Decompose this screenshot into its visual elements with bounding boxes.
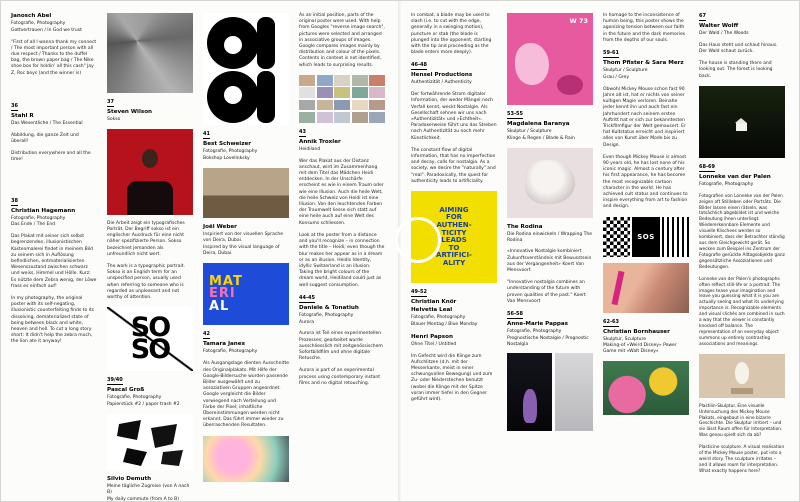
artist-name: Henri Papson: [411, 333, 453, 340]
google-thumb-photo: [352, 112, 368, 123]
description-en: In combat, a blade may be used to slash (i.e. to cut with the edge, generally in a swinging motion), puncture or stab (the blade is plunged into the opponent, starting with the tip and proceeding as the blade enters more deeply).: [411, 13, 492, 56]
entry-joel-weber: [203, 224, 289, 258]
quote-de: «Innovative Nostalgie kombiniert Zukunftsverständnis mit Bewusstsein aus der Vergangenheit» Koert Van Mensvoort: [507, 249, 592, 273]
description-de: Wer das Plakat aus der Distanz anschaut, wird im Zusammenhang mit dem Titel das Mädchen Heidi entdecken. In der Unschärfe erscheint es wie in einem Traum oder wie eine Illusion. Auch die heile Welt, die heile Schweiz von Heidi ist eine Illusion. Von den leuchtenden Farben der Traumwelt liesse sich statt auf eine heile auch auf eine Welt des Konsums schliessen.: [299, 158, 384, 226]
description-en: The house is standing there and looking out. The forest is looking back.: [699, 61, 773, 79]
work-title: Ohne Titel / Untitled: [411, 341, 457, 347]
work-title-en: My daily commute (from A to B): [107, 496, 179, 502]
artist-name: Anne-Marie Pappas: [507, 320, 569, 327]
entry-henri-papson: [411, 334, 497, 348]
entry-christian-hagemann: [11, 198, 97, 229]
column-6: [507, 13, 593, 497]
entry-steven-wilson: [107, 99, 193, 123]
crumpled-paper-photo: [107, 13, 193, 93]
column-5: [411, 13, 497, 497]
column-2: [107, 13, 193, 502]
artist-name: Annik Troxler: [299, 138, 341, 145]
work-title: Heidiland: [299, 146, 321, 152]
medium-label: Fotografie, Photography: [203, 349, 258, 355]
description-de: Im Gefecht wird die Klinge zum Aufschlitzen (d.h. mit der Messerkante, meist in einer schwungvollen Bewegung) und zum Zu- oder Niederstechen benutzt (wobei die Klinge mit der Spitze voran immer tiefer in den Gegner geführt wird).: [411, 353, 493, 402]
material-line: MAT: [209, 273, 243, 289]
description-de: Fotografien von Lonneke van der Palen zeigen oft Stillleben oder Porträts. Die Bilder lassen einen rätseln, was tatsächlich abgebildet ist und welche Bedeutung ihnen unterliegt. Wiedererkennbare Elemente und visuelle Klischees werden so kombiniert, dass der Betrachter ständig aus dem Gleichgewicht gerät. So wecken zum Beispiel ins Zentrum der Fotografie gerückte Alltagsobjekte ganz gegensätzliche Assoziationen und Bedeutungen.: [699, 193, 785, 270]
google-thumb-photo: [369, 100, 385, 111]
work-title: Sokso: [107, 116, 121, 122]
paper-scraps-photo: [107, 414, 193, 470]
artist-name: Helvetia Leal: [411, 307, 453, 314]
sos-thumb-photo: [632, 217, 659, 257]
google-thumb-photo: [299, 112, 315, 123]
medium-label: Fotografie, Photography: [11, 215, 66, 221]
entry-best-schweizer: [203, 131, 289, 162]
entry-number: 46-48: [411, 62, 427, 69]
material-line: AL: [209, 298, 230, 314]
spacer: [11, 170, 97, 192]
column-4: [299, 13, 385, 497]
pappas-photo-pair: [507, 353, 593, 431]
google-thumb-photo: [299, 100, 315, 111]
work-title: Das Ende / The End: [11, 222, 56, 228]
description-en: In my photography, the original poster with its self-negating, illusionistic counterfeiting finds to its dissolving, dematerialized state of being between black and white, heaven and hell. To cut a long story short: It didn't help the zebra much, the lion ate it anyway!: [11, 296, 95, 345]
quote-en: "Innovative nostalgia combines an understanding of the future with proven qualities of the past." Koert Van Mensvoort: [507, 280, 586, 304]
material-poster-thumbnail: [203, 263, 289, 325]
work-title: Das Wesentliche / The Essential: [11, 120, 83, 126]
pink-collage-poster: [507, 13, 593, 105]
artist-name: Tamara Janes: [203, 341, 245, 348]
artist-name: Silvio Demuth: [107, 475, 152, 482]
artist-name: Steven Wilson: [107, 109, 153, 115]
medium-label: Fotografie, Photography: [107, 395, 162, 401]
work-title: Aurora: [299, 319, 315, 325]
aiming-line: TO: [448, 243, 460, 252]
aiming-line: ALITY: [442, 258, 466, 267]
red-portrait-photo: [107, 129, 193, 215]
artist-name: Stahl R: [11, 112, 34, 119]
medium-label: Fotografie, Photography: [11, 20, 66, 26]
entry-tamara-janes: [203, 331, 289, 355]
aurora-gradient-photo: [203, 436, 289, 482]
face-collage-photo: [603, 263, 689, 313]
paper-scraps-shapes: [107, 414, 193, 470]
google-thumb-photo: [334, 100, 350, 111]
spacer: [11, 83, 97, 97]
description-en: The constant flow of digital information, that has no imperfection and decay, calls for nostalgia. As a society, we desire the "naturally" and "real". Paradoxically, the quest for authenticity leads to artificiality.: [411, 147, 496, 184]
work-title: Bokshop Lovelinksky: [203, 155, 250, 161]
light-object-photo: [555, 353, 593, 431]
artist-name: Magdalena Baranya: [507, 121, 570, 127]
medium-label: Fotografie, Photography: [699, 181, 754, 187]
column-1: [11, 13, 97, 497]
artist-name: Daniele & Tonatiuh: [299, 304, 359, 311]
entry-daniele-tonatiuh: [299, 295, 385, 326]
google-thumb-photo: [299, 75, 315, 86]
work-title: Prognostische Nostalgie / Prognostic Nostalgia: [507, 335, 589, 347]
entry-number: 41: [203, 131, 210, 137]
soso-line: SO: [130, 312, 170, 344]
google-thumb-photo: [334, 87, 350, 98]
description-de: Als Ausgangslage dienten Ausschnitte des Originalplakats. Mit Hilfe der Google-Bildersuche wurden passende Bilder ausgewählt und zu assoziativen Gruppen angeordnet. Google vergleicht die Bilder vorwiegend nach Verteilung und Farbe der Pixel; inhaltliche Übereinstimmungen werden nicht erkannt. Das führt immer wieder zu überraschenden Resultaten.: [203, 361, 289, 429]
soso-line: SO: [130, 334, 170, 366]
entry-the-rodina: [507, 224, 593, 244]
google-thumb-photo: [352, 87, 368, 98]
w73-label: W 73: [569, 17, 588, 25]
entry-number: 43: [299, 128, 306, 135]
google-thumb-photo: [369, 112, 385, 123]
entry-christian-bornhauser: [603, 319, 689, 356]
entry-thom-pfister-sara-merz: [603, 50, 689, 81]
description-de: Plastilin-Skulptur. Eine visuelle Untersuchung des Mickey Mouse Plakats, eingebaut in eine bizarre Geschichte. Die Skulptur irritiert – und sie lässt Raum offen für Interpretation. Was genau spielt sich da ab?: [699, 403, 783, 439]
entry-christian-knoer: [411, 289, 497, 328]
entry-number: 39/40: [107, 377, 123, 384]
street-photo: [203, 168, 289, 218]
statement-de: Abbildung, die ganze Zeit und überall!: [11, 132, 79, 144]
google-thumb-photo: [334, 112, 350, 123]
medium-label: Skulptur / Sculpture: [507, 128, 552, 134]
white-sculpture-photo: [507, 148, 593, 218]
google-thumb-photo: [299, 87, 315, 98]
black-letterforms-poster: [203, 13, 289, 125]
entry-number: 38: [11, 197, 18, 204]
google-thumb-photo: [369, 75, 385, 86]
aiming-line: AUTHEN-: [436, 221, 472, 229]
aiming-line: ARTIFICI-: [436, 251, 472, 260]
artist-name: Lonneke van der Palen: [699, 173, 771, 180]
medium-label: Fotografie, Photography: [203, 148, 258, 154]
egg-still-life-photo: [699, 354, 785, 398]
work-title: Grau / Grey: [603, 74, 629, 80]
sos-label: SOS: [637, 232, 655, 241]
description-de: Der fortwährende Strom digitaler Information, der weder Mängel noch Verfall kennt, weckt Nostalgie. Als Gesellschaft sehnen wir uns nach »Authentizität« und »Echtheit«. Paradoxerweise führt uns das Streben nach Authentizität zu noch mehr Künstlichkeit.: [411, 92, 497, 141]
description-en: As an initial position, parts of the original poster were used. With help from Googles "reverse image search", pictures were selected and arranged in associative groups of images. Google compares images mainly by distribution and colour of the pixels. Contents in context is not identified, which leads to surprising results.: [299, 13, 385, 68]
medium-label: Skulptur / Sculpture: [603, 68, 648, 73]
description-de: Das Haus steht und schaut hinaus. Der Wald schaut zurück.: [699, 42, 778, 55]
artist-name: Pascal Groß: [107, 387, 145, 394]
medium-label: Fotografie, Photography: [411, 315, 466, 321]
medium-label: Fotografie, Photography: [299, 312, 354, 318]
google-thumb-photo: [334, 75, 350, 86]
checker-thumb-photo: [603, 217, 630, 257]
aiming-line: FOR: [445, 213, 463, 222]
dark-figure-photo: [507, 353, 552, 431]
black-letterforms-shapes: [203, 13, 289, 125]
description-en: Even though Mickey Mouse is almost 90 years old, he has lost none of his iconic magic. Almost a century after his first appearance, he has become the most recognizable cartoon character in the world. He has achieved cult status and continues to inspire everything from art to fashion and design.: [603, 154, 688, 210]
work-title: Papierstück #2 / paper trash #2: [107, 402, 180, 408]
google-thumb-photo: [352, 100, 368, 111]
forest-house-photo: [699, 86, 785, 158]
google-thumb-photo: [352, 75, 368, 86]
material-line: ERI: [209, 286, 236, 302]
work-title: Klinge & Regen / Blade & Rain: [507, 135, 575, 141]
stripes-thumb-photo: [662, 217, 689, 257]
statement-en: Distribution everywhere and all the time!: [11, 151, 91, 163]
google-thumb-photo: [317, 100, 333, 111]
google-thumb-photo: [317, 112, 333, 123]
google-thumb-photo: [369, 87, 385, 98]
entry-number: 68-69: [699, 163, 715, 170]
entry-stahl-r: [11, 103, 97, 127]
description-de: Inspiriert von der visuellen Sprache von Deira, Dubai.: [203, 231, 283, 243]
description-en: In homage to the inconsistence of human being, this poster shows the agonizing tension between our faith in the future and the dark memories from the depths of our souls.: [603, 13, 686, 43]
entry-number: 37: [107, 99, 114, 105]
entry-janosch-abel: [11, 13, 97, 34]
entry-anne-marie-pappas: [507, 311, 593, 348]
google-thumb-photo: [317, 75, 333, 86]
white-house-shape: [736, 123, 747, 131]
medium-label: Skulptur, Sculpture: [603, 336, 647, 342]
work-title-de: Meine tägliche Zugreise (von A nach B): [107, 483, 190, 495]
description-de: Aurora ist Teil eines experimentellen Prozesses; gearbeitet wurde ausschliesslich mit zeitgenössischem Sofortbildfilm und ohne digitale Retusche.: [299, 331, 383, 362]
artist-name: Janosch Abel: [11, 13, 52, 19]
plasticine-sculpture-photo: [603, 361, 689, 415]
aiming-line: TICITY: [441, 228, 467, 237]
description-en: Inspired by the visual language of Deira, Dubai.: [203, 245, 280, 257]
artist-name: Thom Pfister & Sara Merz: [603, 60, 684, 67]
entry-walter-wolff: [699, 13, 785, 37]
artist-name: Christian Knör: [411, 299, 457, 306]
description-en: Lonneke van der Palen's photographs often reflect still-life or a portrait. The images tease your imagination and leave you guessing what it is you are actually seeing and what its underlying importance is. Recognizable elements and visual clichés are combined in such a way that the viewer is constantly knocked off balance. The representation of an everyday object summons up entirely contrasting associations and meanings.: [699, 276, 785, 347]
description-en: The work is a typographic portrait. Sokso is an English term for an unspecified person, usually used when referring to someone who is regarded as unpleasant and not worthy of attention.: [107, 264, 185, 301]
entry-annik-troxler: [299, 129, 385, 153]
artist-name: Best Schweizer: [203, 141, 252, 147]
bw-pattern-thumbnails: [603, 217, 689, 257]
google-image-grid: [299, 75, 385, 123]
lyrics-quote: "First of all I wanna thank my connect / The most important person with all due respect / Thanks to the duffel bag, the brown paper bag / The Nike shoe box for holdin' all this cash" Jay Z, Roc boys (and the winner is): [11, 39, 97, 76]
artist-name: Walter Wolff: [699, 23, 739, 29]
entry-number: 67: [699, 13, 706, 19]
entry-number: 53-55: [507, 111, 523, 117]
work-title: Authentizität / Authenticity: [411, 80, 472, 86]
sokso-typographic-poster: [107, 307, 193, 371]
artist-name: Hensel Productions: [411, 72, 473, 79]
entry-silvio-demuth: [107, 476, 193, 502]
entry-lonneke-van-der-palen: [699, 164, 785, 188]
aiming-line: LEADS: [441, 236, 467, 245]
work-title: Making-of «Weird Disney» Power Game mit »Walt Disney«: [603, 343, 677, 355]
entry-hensel-productions: [411, 62, 497, 86]
work-title: Die Rodina einwickeln / Wrapping The Rodina: [507, 231, 593, 243]
medium-label: Fotografie, Photography: [507, 328, 562, 334]
artist-name: The Rodina: [507, 223, 543, 230]
description-en: Plasticine sculpture. A visual realisation of the Mickey Mouse poster, put into a weird story. The sculpture irritates – and it allows room for interpretation. What exactly happens here?: [699, 445, 785, 474]
artist-name: Christian Bornhauser: [603, 328, 670, 335]
column-7: [603, 13, 689, 497]
work-title: Blauer Montag / Blue Monday: [411, 321, 478, 327]
entry-number: 42: [203, 331, 210, 338]
column-8: [699, 13, 785, 497]
description-de: Die Arbeit zeigt ein typografisches Porträt. Der Begriff sokso ist ein englischer Ausdruck für eine nicht näher spezifizierte Person. Sokso bezeichnet jemanden als unfreundlich nicht wert.: [107, 220, 185, 257]
artist-name: Joël Weber: [203, 223, 237, 230]
work-title: Gottvertrauen / In God we trust: [11, 27, 82, 33]
entry-number: 62-63: [603, 318, 619, 325]
entry-number: 49-52: [411, 289, 427, 296]
description-de: Das Plakat mit seiner sich selbst begrenzenden, illusionistischen Kastenmalerei findet in meinem Bild zu seinem sich in Auflösung befindlichen, entmaterialisierten Wesenszustand zwischen schwarz und weiss, Himmel und Hölle. Kurz: Es nützte dem Zebra wenig, der Löwe frass es einfach auf!: [11, 234, 97, 289]
artist-name: Christian Hagemann: [11, 207, 76, 214]
description-en: Look at the poster from a distance and you'll recognize – in connection with the title – Heidi; even though the blur makes her appear as in a dream or as an illusion. Heidis Identity, idyllic Switzerland is an illusion. Taking the bright colours of the dream world, Heidiland could just as well suggest consumption.: [299, 232, 385, 288]
aiming-poster-thumbnail: [411, 191, 497, 283]
entry-number: 36: [11, 102, 18, 109]
work-title: Der Wald / The Woods: [699, 30, 749, 36]
entry-pascal-gross: [107, 377, 193, 408]
description-en: Aurora is part of an experimental process using contemporary instant films and no digital retouching.: [299, 368, 381, 386]
entry-magdalena-baranya: [507, 111, 593, 142]
column-3: [203, 13, 289, 497]
entry-number: 56-58: [507, 310, 523, 317]
entry-number: 59-61: [603, 50, 619, 57]
description-de: Obwohl Mickey Mouse schon fast 90 Jahre alt ist, hat er nichts von seiner kultigen Magie verloren. Beinahe jeder kennt ihn und auch fast ein Jahrhundert nach seinem ersten Auftritt hat er sich zur bekanntesten Trickfilmfigur der Welt gemausert. Er hat Kultstatus erreicht und inspiriert alles von Kunst über Mode bis zu Design.: [603, 86, 686, 148]
aiming-line: AIMING: [439, 205, 469, 214]
google-thumb-photo: [317, 87, 333, 98]
entry-number: 44-45: [299, 294, 315, 301]
